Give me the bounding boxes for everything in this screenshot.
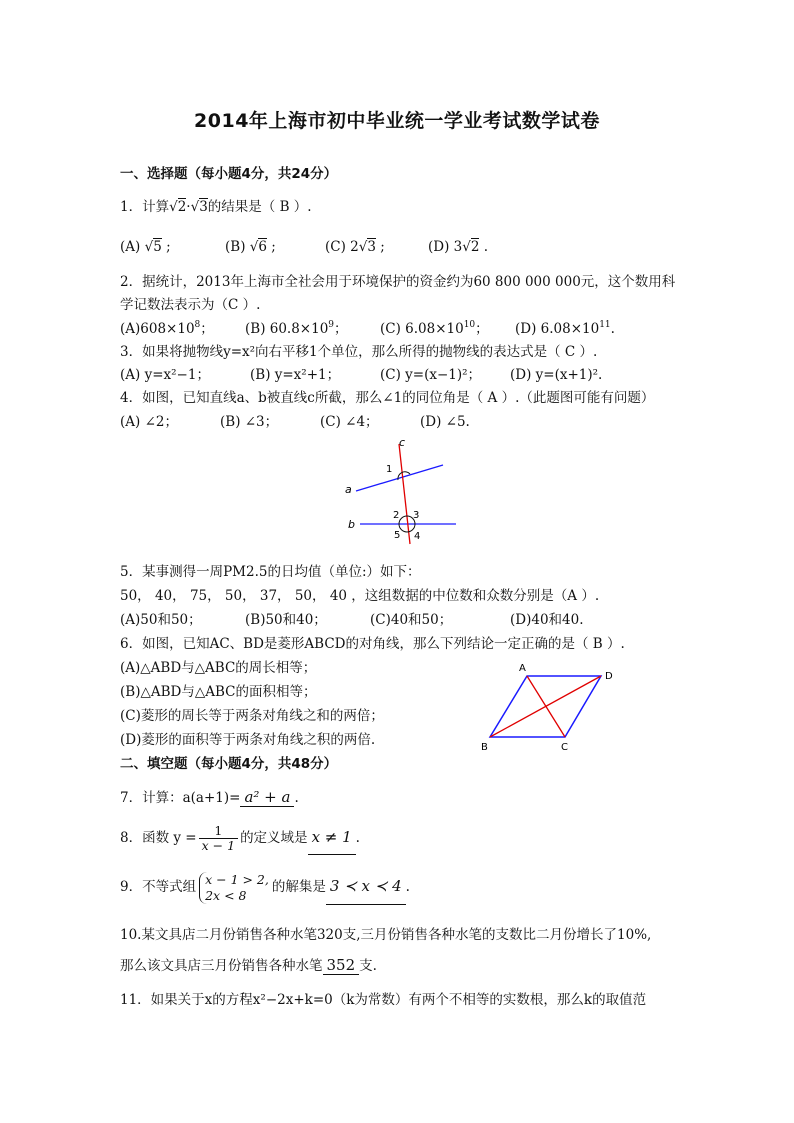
option-b: (B) √6 ; xyxy=(225,239,276,255)
option-c: (C) $6.08\times 10^{10}$； xyxy=(380,320,489,337)
question-7: 7．计算：a(a+1)= a² + a . xyxy=(120,788,299,806)
question-2-options xyxy=(120,320,615,338)
label-A: A xyxy=(519,663,526,674)
section-heading-choice: 一、选择题（每小题4分，共24分） xyxy=(120,166,338,182)
option-b: (B) y=x²+1； xyxy=(250,367,341,383)
question-1-options xyxy=(120,238,488,256)
question-5-line2: 50， 40， 75， 50， 37， 50， 40 ，这组数据的中位数和众数分别是（A ）. xyxy=(120,588,600,604)
question-3: 3．如果将抛物线y=x²向右平移1个单位，那么所得的抛物线的表达式是（ C ）. xyxy=(120,344,598,360)
figure-rhombus xyxy=(475,660,625,752)
label-1: 1 xyxy=(386,464,393,475)
question-3-options xyxy=(120,366,602,384)
inequality-system: x − 1 > 2, 2x < 8 xyxy=(199,872,269,904)
option-c: (C)40和50； xyxy=(370,612,453,628)
label-D: D xyxy=(605,671,613,682)
label-c: c xyxy=(399,436,406,449)
label-3: 3 xyxy=(413,510,420,521)
label-C: C xyxy=(561,742,568,752)
question-1: 1．计算√2·√3的结果是（ B ）. xyxy=(120,199,312,215)
label-b: b xyxy=(348,518,355,531)
option-c: (C) ∠4； xyxy=(320,414,379,430)
option-b: (B) $60.8\times 10^9$； xyxy=(245,320,348,337)
question-2-line2: 学记数法表示为（C ）. xyxy=(120,297,261,313)
option-c: (C) y=(x−1)²； xyxy=(380,367,482,383)
label-5: 5 xyxy=(394,530,401,541)
option-a: (A) y=x²−1； xyxy=(120,367,210,383)
question-4: 4．如图，已知直线a、b被直线c所截，那么∠1的同位角是（ A ）.（此题图可能有问题） xyxy=(120,390,655,406)
option-d: (D) y=(x+1)². xyxy=(510,367,603,383)
question-4-options xyxy=(120,413,470,431)
option-d: (D) $6.08\times 10^{11}$. xyxy=(515,320,615,337)
answer-9: 3 ≺ x ≺ 4 xyxy=(326,868,406,905)
option-c: (C) 2√3 ; xyxy=(325,239,385,255)
question-5-line1: 5．某事测得一周PM2.5的日均值（单位:）如下： xyxy=(120,564,421,580)
answer-7: a² + a xyxy=(240,788,294,807)
label-a: a xyxy=(345,483,352,496)
question-6-option-b: (B)△ABD与△ABC的面积相等； xyxy=(120,684,317,700)
label-2: 2 xyxy=(393,510,400,521)
option-a: (A) √5 ; xyxy=(120,239,171,255)
option-d: (D) 3√2 . xyxy=(428,239,489,255)
figure-transversal xyxy=(340,436,470,548)
diagonal-bd xyxy=(490,676,601,737)
question-6: 6．如图，已知AC、BD是菱形ABCD的对角线，那么下列结论一定正确的是（ B ）. xyxy=(120,636,625,652)
question-8: 8．函数 y = $\frac{1}{x - 1}$ 的定义域是 x ≠ 1 . xyxy=(120,820,360,855)
question-2-line1: 2．据统计，2013年上海市全社会用于环境保护的资金约为60 800 000 000元，这个数用科 xyxy=(120,274,676,290)
option-a: (A) ∠2； xyxy=(120,414,178,430)
option-b: (B) ∠3； xyxy=(220,414,279,430)
option-d: (D)40和40. xyxy=(510,612,584,628)
question-5-options xyxy=(120,611,584,629)
option-a: $(A)608\times 10^8$； xyxy=(120,320,214,337)
question-6-option-a: (A)△ABD与△ABC的周长相等； xyxy=(120,660,317,676)
label-4: 4 xyxy=(414,531,421,542)
question-11: 11．如果关于x的方程x²−2x+k=0（k为常数）有两个不相等的实数根，那么k的取值范 xyxy=(120,992,647,1008)
label-B: B xyxy=(481,742,488,752)
answer-8: x ≠ 1 xyxy=(308,820,356,855)
question-9: 9．不等式组 x − 1 > 2, 2x < 8 的解集是 3 ≺ x ≺ 4 . xyxy=(120,868,410,905)
question-6-option-c: (C)菱形的周长等于两条对角线之和的两倍； xyxy=(120,708,384,724)
question-10-line1: 10.某文具店二月份销售各种水笔320支,三月份销售各种水笔的支数比二月份增长了10%, xyxy=(120,927,652,943)
fraction: $\frac{1}{x - 1}$ xyxy=(199,824,238,853)
option-a: (A)50和50； xyxy=(120,612,202,628)
answer-10: 352 xyxy=(323,956,360,975)
page-title: 2014年上海市初中毕业统一学业考试数学试卷 xyxy=(194,110,600,132)
question-10-line2: 那么该文具店三月份销售各种水笔 352 支. xyxy=(120,956,377,974)
option-d: (D) ∠5. xyxy=(420,414,470,430)
option-b: (B)50和40； xyxy=(245,612,327,628)
section-heading-fill: 二、填空题（每小题4分，共48分） xyxy=(120,756,338,772)
line-a xyxy=(356,465,443,491)
question-6-option-d: (D)菱形的面积等于两条对角线之积的两倍. xyxy=(120,732,376,748)
